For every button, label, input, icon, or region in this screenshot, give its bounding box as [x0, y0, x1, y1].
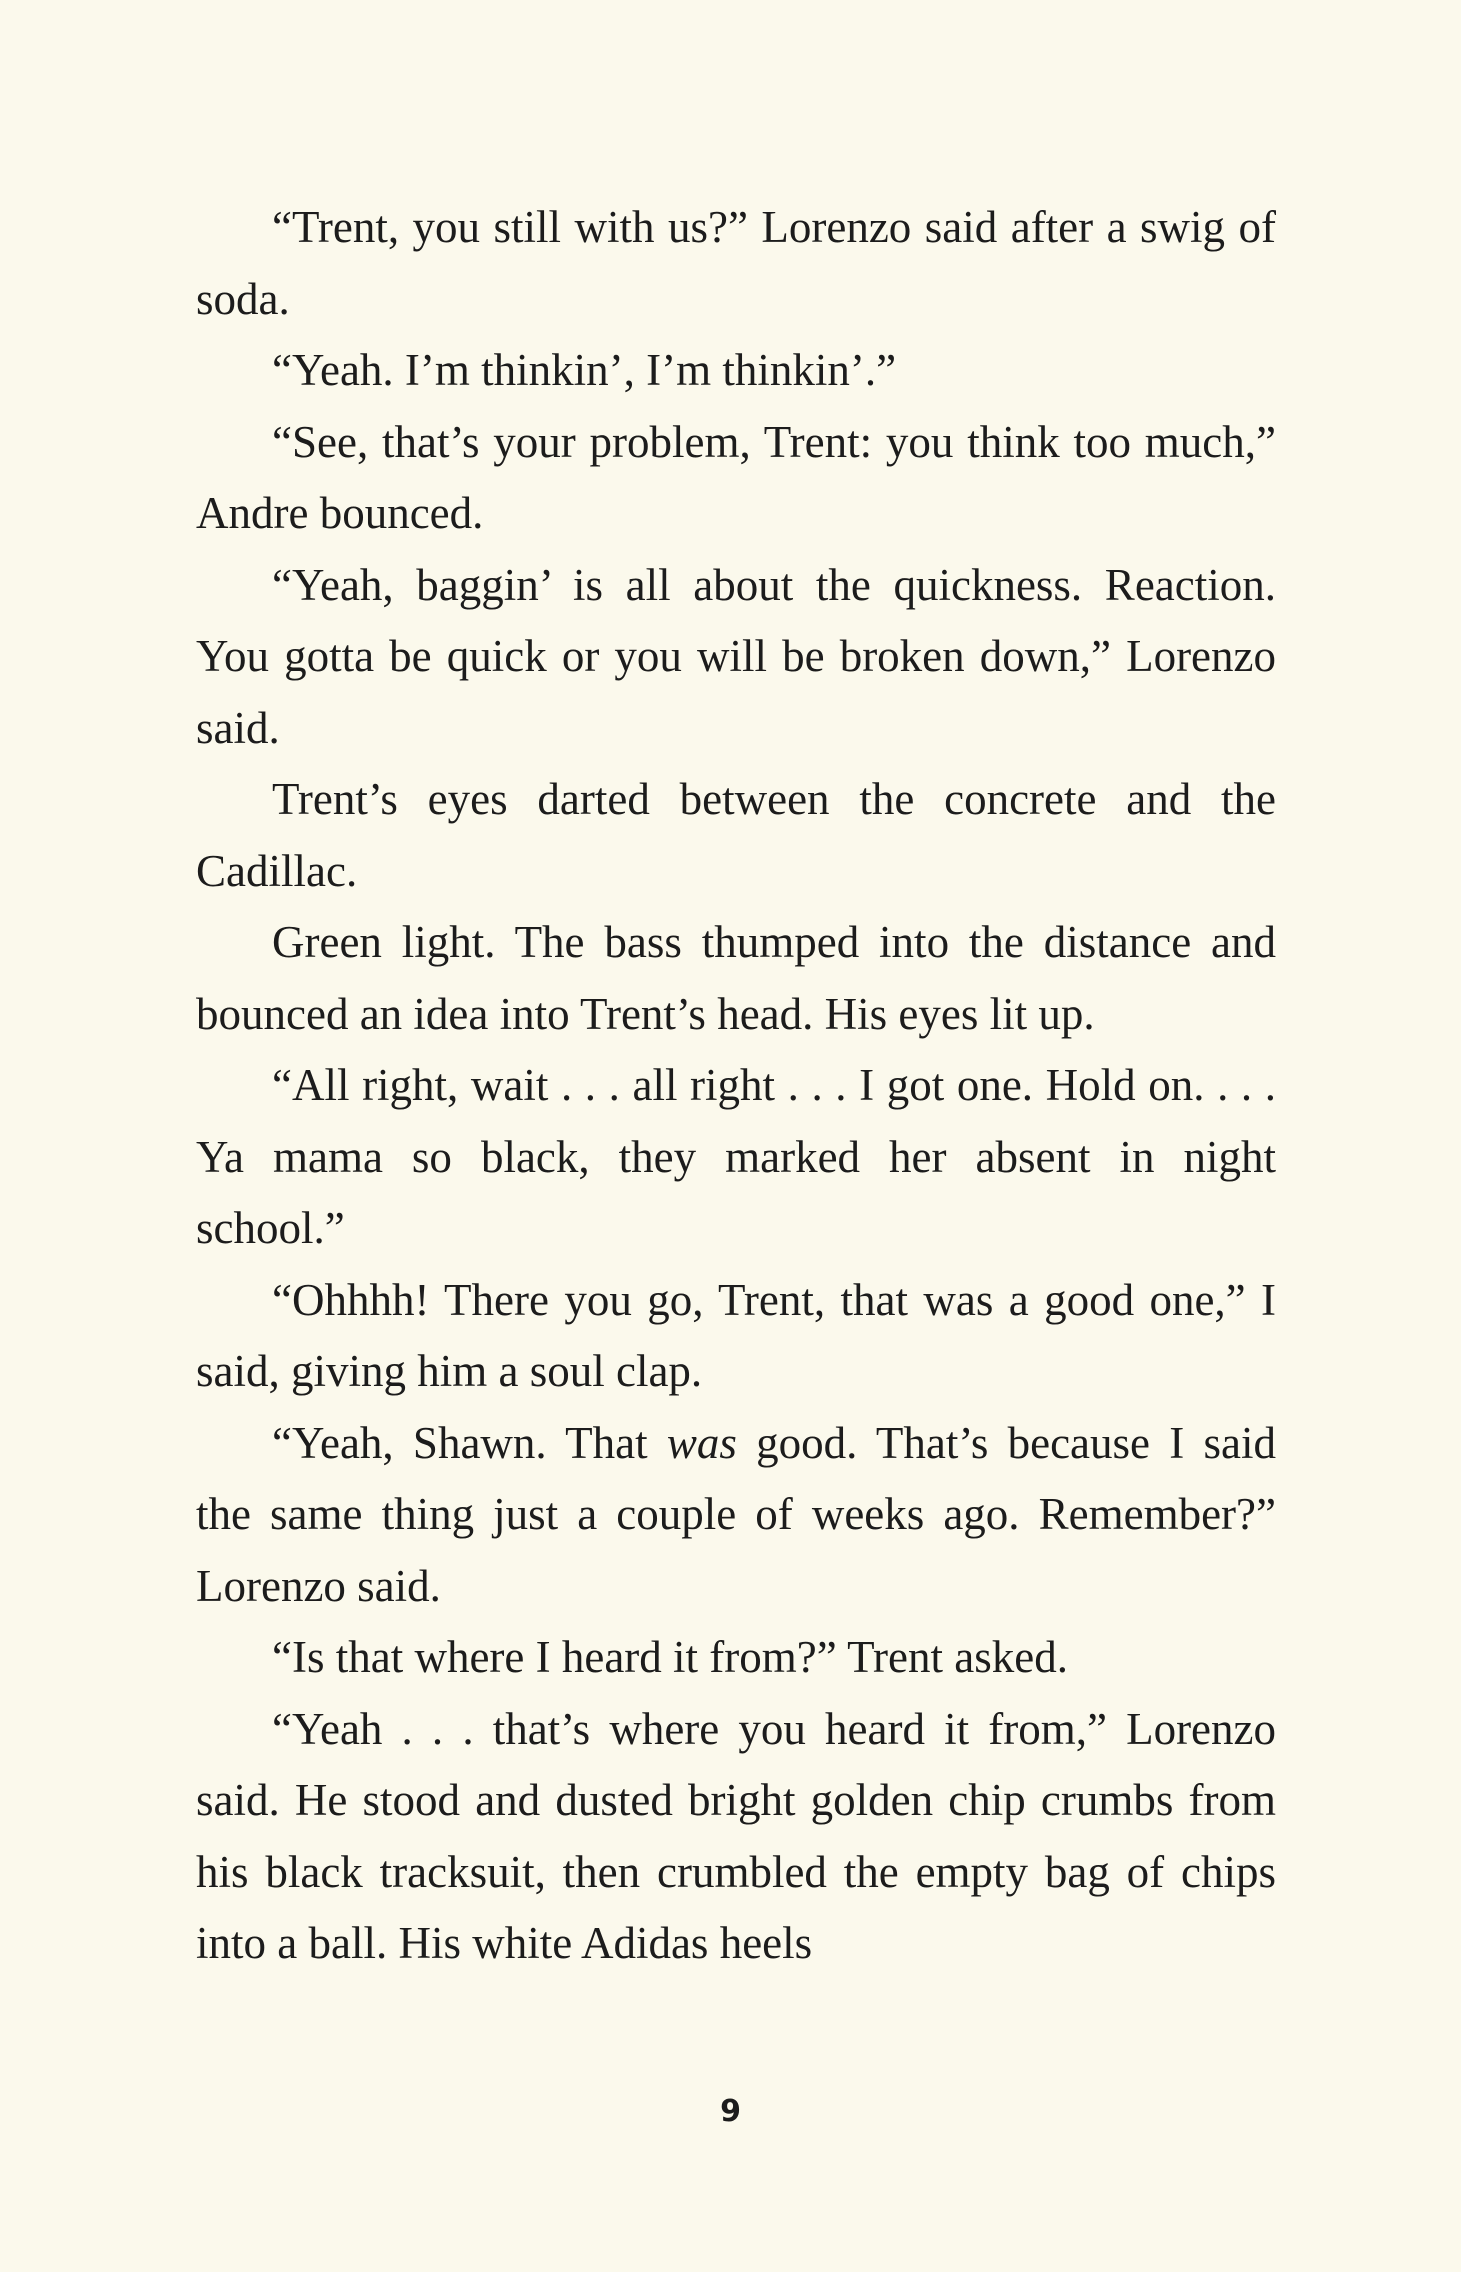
emphasized-word: was [666, 1417, 737, 1468]
paragraph: “Trent, you still with us?” Lorenzo said after a swig of soda. [196, 202, 1276, 324]
paragraph: “See, that’s your problem, Trent: you think too much,” Andre bounced. [196, 416, 1276, 538]
body-text [196, 192, 1276, 1980]
paragraph: Green light. The bass thumped into the distance and bounced an idea into Trent’s head. His eyes lit up. [196, 917, 1276, 1039]
paragraph: Trent’s eyes darted between the concrete and the Cadillac. [196, 774, 1276, 896]
paragraph: “Ohhhh! There you go, Trent, that was a good one,” I said, giving him a soul clap. [196, 1274, 1276, 1396]
paragraph: “Yeah . . . that’s where you heard it from,” Lorenzo said. He stood and dusted bright golden chip crumbs from his black tracksuit, then crumbled the empty bag of chips into a ball. His white Adidas heels [196, 1703, 1276, 1968]
paragraph: “Is that where I heard it from?” Trent asked. [272, 1632, 1068, 1682]
page-number: 9 [720, 2094, 741, 2129]
paragraph-text-end: good. That’s because I said the same thing just a couple of weeks ago. Remember?” Lorenzo said. [196, 1417, 1277, 1611]
paragraph: “Yeah. I’m thinkin’, I’m thinkin’.” [272, 345, 897, 395]
paragraph: “Yeah, baggin’ is all about the quickness. Reaction. You gotta be quick or you will be broken down,” Lorenzo said. [196, 559, 1276, 753]
paragraph-text-start: “Yeah, Shawn. That [272, 1417, 667, 1468]
paragraph-with-emphasis [196, 1408, 1276, 1623]
paragraph: “All right, wait . . . all right . . . I got one. Hold on. . . . Ya mama so black, they marked her absent in night school.” [196, 1060, 1276, 1253]
